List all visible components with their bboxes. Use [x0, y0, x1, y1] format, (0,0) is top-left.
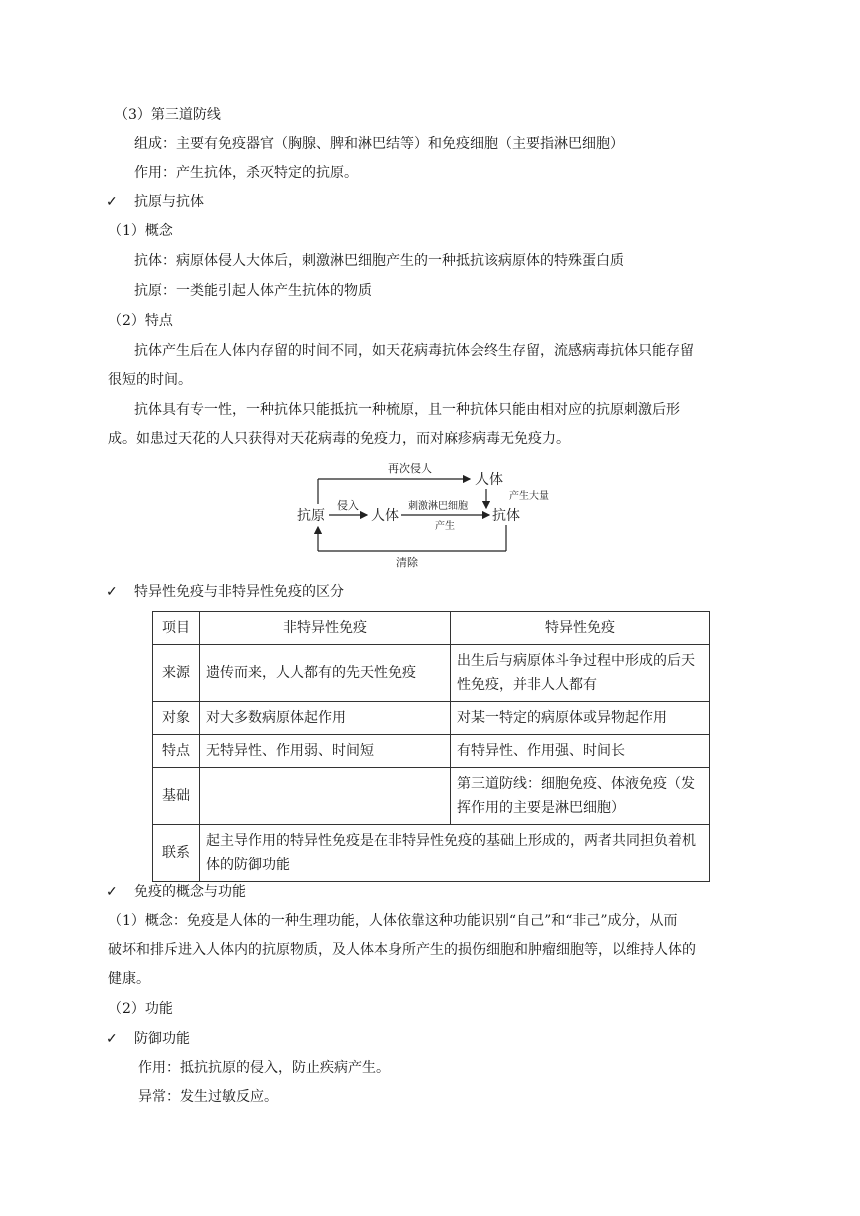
- header-nonspecific: 非特异性免疫: [200, 612, 451, 645]
- row-specific: 有特异性、作用强、时间长: [451, 735, 710, 768]
- antibody-node: 抗体: [492, 508, 520, 524]
- table-row: [153, 768, 710, 825]
- row-merged: 起主导作用的特异性免疫是在非特异性免疫的基础上形成的，两者共同担负着机体的防御功能: [200, 825, 710, 882]
- check-icon: ✓: [106, 1031, 118, 1047]
- features-para2-line1: 抗体具有专一性，一种抗体只能抵抗一种梳原，且一种抗体只能由相对应的抗原刺激后形: [134, 402, 680, 418]
- features-para2-line2: 成。如患过天花的人只获得对天花病毒的免疫力，而对麻疹病毒无免疫力。: [108, 431, 570, 447]
- antibody-production-diagram: [293, 459, 561, 571]
- third-line-function: 作用：产生抗体，杀灭特定的抗原。: [134, 165, 358, 181]
- immunity-concept-line2: 破坏和排斥进入人体内的抗原物质，及人体本身所产生的损伤细胞和肿瘤细胞等，以维持人体的: [108, 942, 696, 958]
- defense-abnormal: 异常：发生过敏反应。: [138, 1089, 278, 1105]
- defense-role: 作用：抵抗抗原的侵入，防止疾病产生。: [138, 1060, 390, 1076]
- row-nonspecific: [200, 768, 451, 825]
- body-node: 人体: [371, 508, 399, 524]
- body-top-node: 人体: [475, 472, 503, 488]
- immunity-heading: 免疫的概念与功能: [134, 884, 246, 900]
- third-line-heading: （3）第三道防线: [114, 107, 221, 123]
- defense-heading: 防御功能: [134, 1031, 190, 1047]
- clear-label: 清除: [396, 556, 418, 569]
- antibody-definition: 抗体：病原体侵人大体后，刺激淋巴细胞产生的一种抵抗该病原体的特殊蛋白质: [134, 253, 624, 269]
- row-specific: 第三道防线：细胞免疫、体液免疫（发挥作用的主要是淋巴细胞）: [451, 768, 710, 825]
- features-heading: （2）特点: [108, 313, 173, 329]
- concept-heading: （1）概念: [108, 223, 173, 239]
- row-item: 特点: [153, 735, 200, 768]
- third-line-composition: 组成：主要有免疫器官（胸腺、脾和淋巴结等）和免疫细胞（主要指淋巴细胞）: [134, 136, 624, 152]
- row-item: 联系: [153, 825, 200, 882]
- antigen-node: 抗原: [297, 508, 325, 524]
- features-para1-line1: 抗体产生后在人体内存留的时间不同，如天花病毒抗体会终生存留，流感病毒抗体只能存留: [134, 343, 694, 359]
- antigen-antibody-heading: 抗原与抗体: [134, 194, 204, 210]
- row-nonspecific: 无特异性、作用弱、时间短: [200, 735, 451, 768]
- function-heading: （2）功能: [108, 1001, 173, 1017]
- immunity-concept-line1: （1）概念：免疫是人体的一种生理功能，人体依靠这种功能识别“自己”和“非己”成分，从而: [108, 913, 678, 929]
- features-para1-line2: 很短的时间。: [108, 372, 192, 388]
- immunity-concept-line3: 健康。: [108, 971, 150, 987]
- table-row: [153, 645, 710, 702]
- produce-label: 产生: [435, 521, 455, 532]
- row-item: 来源: [153, 645, 200, 702]
- header-specific: 特异性免疫: [451, 612, 710, 645]
- check-icon: ✓: [106, 584, 118, 600]
- produce-large-label: 产生大量: [509, 491, 549, 502]
- comparison-heading: 特异性免疫与非特异性免疫的区分: [134, 584, 344, 600]
- table-row: [153, 735, 710, 768]
- check-icon: ✓: [106, 194, 118, 210]
- antigen-definition: 抗原：一类能引起人体产生抗体的物质: [134, 283, 372, 299]
- reinvade-label: 再次侵人: [388, 462, 432, 475]
- table-row: [153, 825, 710, 882]
- row-item: 基础: [153, 768, 200, 825]
- row-nonspecific: 遗传而来，人人都有的先天性免疫: [200, 645, 451, 702]
- row-nonspecific: 对大多数病原体起作用: [200, 702, 451, 735]
- header-item: 项目: [153, 612, 200, 645]
- table-header-row: [153, 612, 710, 645]
- invade-label: 侵入: [337, 499, 359, 512]
- check-icon: ✓: [106, 884, 118, 900]
- table-row: [153, 702, 710, 735]
- row-specific: 出生后与病原体斗争过程中形成的后天性免疫，并非人人都有: [451, 645, 710, 702]
- immunity-comparison-table: [152, 611, 710, 882]
- stimulate-label: 刺激淋巴细胞: [408, 501, 468, 512]
- row-item: 对象: [153, 702, 200, 735]
- row-specific: 对某一特定的病原体或异物起作用: [451, 702, 710, 735]
